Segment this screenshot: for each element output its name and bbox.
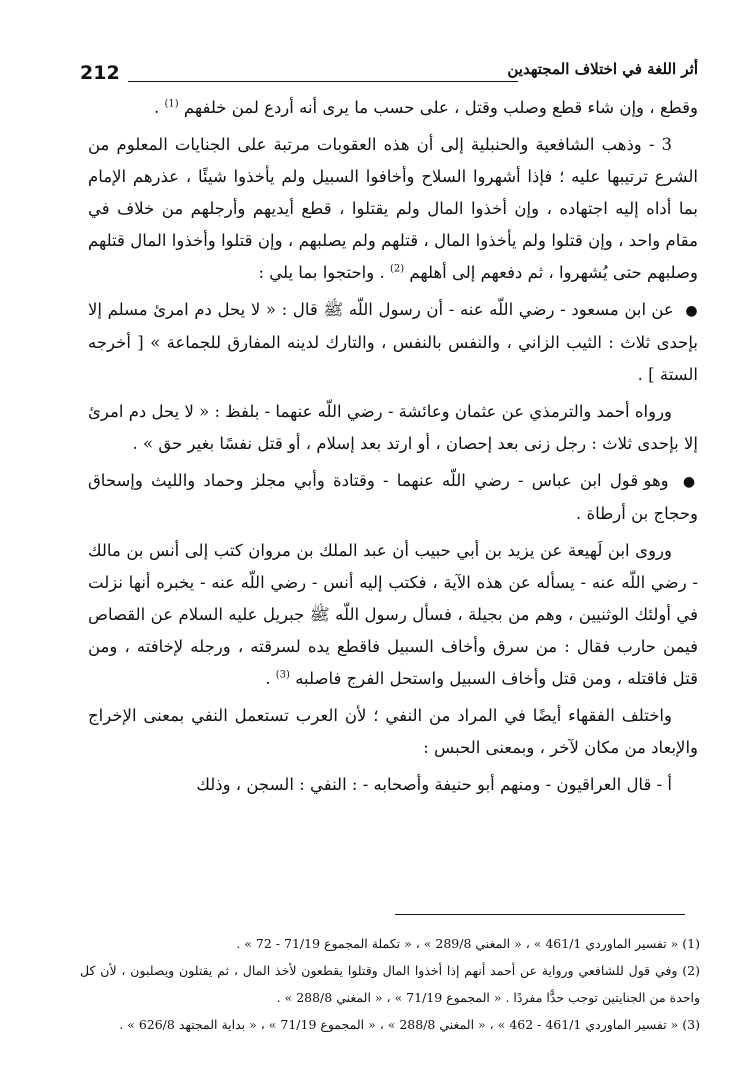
paragraph-text: وقطع ، وإن شاء قطع وصلب وقتل ، على حسب ما يرى أنه أردع لمن خلفهم [183,98,698,117]
paragraph-text: أ - قال العراقيون - ومنهم أبو حنيفة وأصحابه - : النفي : السجن ، وذلك [196,775,672,794]
paragraph [88,92,698,124]
running-title: أثر اللغة في اختلاف المجتهدين [507,60,698,78]
paragraph [88,769,698,801]
footnote-rule [395,914,685,915]
paragraph [88,129,698,289]
footnote-ref: (2) [389,263,405,275]
main-text [88,92,698,801]
footnote-ref: (3) [275,669,290,681]
paragraph-text: عن ابن مسعود - رضي اللّه عنه - أن رسول اللّه ﷺ قال : « لا يحل دم امرئ مسلم إلا بإحدى ثلاث : الثيب الزاني ، والنفس بالنفس ، والتارك لدينه المفارق للجماعة » [ أخرجه الستة ] . [88,300,698,384]
bullet-paragraph [88,465,698,530]
paragraph [88,535,698,695]
paragraph-text: ورواه أحمد والترمذي عن عثمان وعائشة - رضي اللّه عنهما - بلفظ : « لا يحل دم امرئ إلا بإحدى ثلاث : رجل زنى بعد إحصان ، أو ارتد بعد إسلام ، أو قتل نفسًا بغير حق » . [88,402,698,453]
page-header [80,58,698,92]
page-number: 212 [80,62,120,84]
paragraph-text: وروى ابن لَهيعة عن يزيد بن أبي حبيب أن عبد الملك بن مروان كتب إلى أنس بن مالك - رضي اللّه عنه - يسأله عن هذه الآية ، فكتب إليه أنس - رضي اللّه عنه - يخبره أنها نزلت في أولئك الوثنيين ، وهم من بجيلة ، فسأل رسول اللّه ﷺ جبريل عليه السلام عن القصاص فيمن حارب فقال : من سرق وأخاف السبيل فاقطع يده لسرقته ، ورجله لإخافته ، ومن قتل فاقتله ، ومن قتل وأخاف السبيل واستحل الفرج فاصلبه [88,541,698,688]
punctuation: . [153,98,160,117]
bullet-icon: ● [682,474,698,490]
footnote: (2) وفي قول للشافعي ورواية عن أحمد أنهم إذا أخذوا المال وقتلوا يقطعون لأخذ المال ، ثم يقتلون ويصلبون ، لأن كل واحدة من الجنايتين توجب حدًّا مفردًا . « المجموع 71/19 » ، « المغني 288/8 » . [80,963,700,1005]
bullet-paragraph [88,294,698,391]
header-rule [128,81,518,82]
footnote: (1) « تفسير الماوردي 461/1 » ، « المغني 289/8 » ، « تكملة المجموع 71/19 - 72 » . [236,936,700,951]
paragraph-text: 3 - وذهب الشافعية والحنبلية إلى أن هذه العقوبات مرتبة على الجنايات المعلوم من الشرع ترتيبها عليه ؛ فإذا أشهروا السلاح وأخافوا السبيل ولم يأخذوا شيئًا ، عذرهم الإمام بما أداه إليه اجتهاده ، وإن أخذوا المال ولم يقتلوا ، قطع أيديهم وأرجلهم من خلاف في مقام واحد ، وإن قتلوا ولم يأخذوا المال ، قتلهم ولم يصلبهم ، وإن قتلوا وأخذوا المال قتلهم وصلبهم حتى يُشهروا ، ثم دفعهم إلى أهلهم [88,135,698,282]
paragraph-text: وهو قول ابن عباس - رضي اللّه عنهما - وقتادة وأبي مجلز وحماد والليث وإسحاق وحجاج بن أرطاة . [88,471,698,523]
paragraph [88,396,698,460]
footnote: (3) « تفسير الماوردي 461/1 - 462 » ، « المغني 288/8 » ، « المجموع 71/19 » ، « بداية المجتهد 626/8 » . [119,1017,700,1032]
paragraph-text: . واحتجوا بما يلي : [258,263,385,282]
punctuation: . [265,669,271,688]
paragraph [88,700,698,764]
page [80,58,699,806]
footnotes [80,930,700,1038]
bullet-icon: ● [685,303,699,319]
footnote-ref: (1) [164,98,179,110]
paragraph-text: واختلف الفقهاء أيضًا في المراد من النفي ؛ لأن العرب تستعمل النفي بمعنى الإخراج والإبعاد من مكان لآخر ، وبمعنى الحبس : [88,706,698,757]
